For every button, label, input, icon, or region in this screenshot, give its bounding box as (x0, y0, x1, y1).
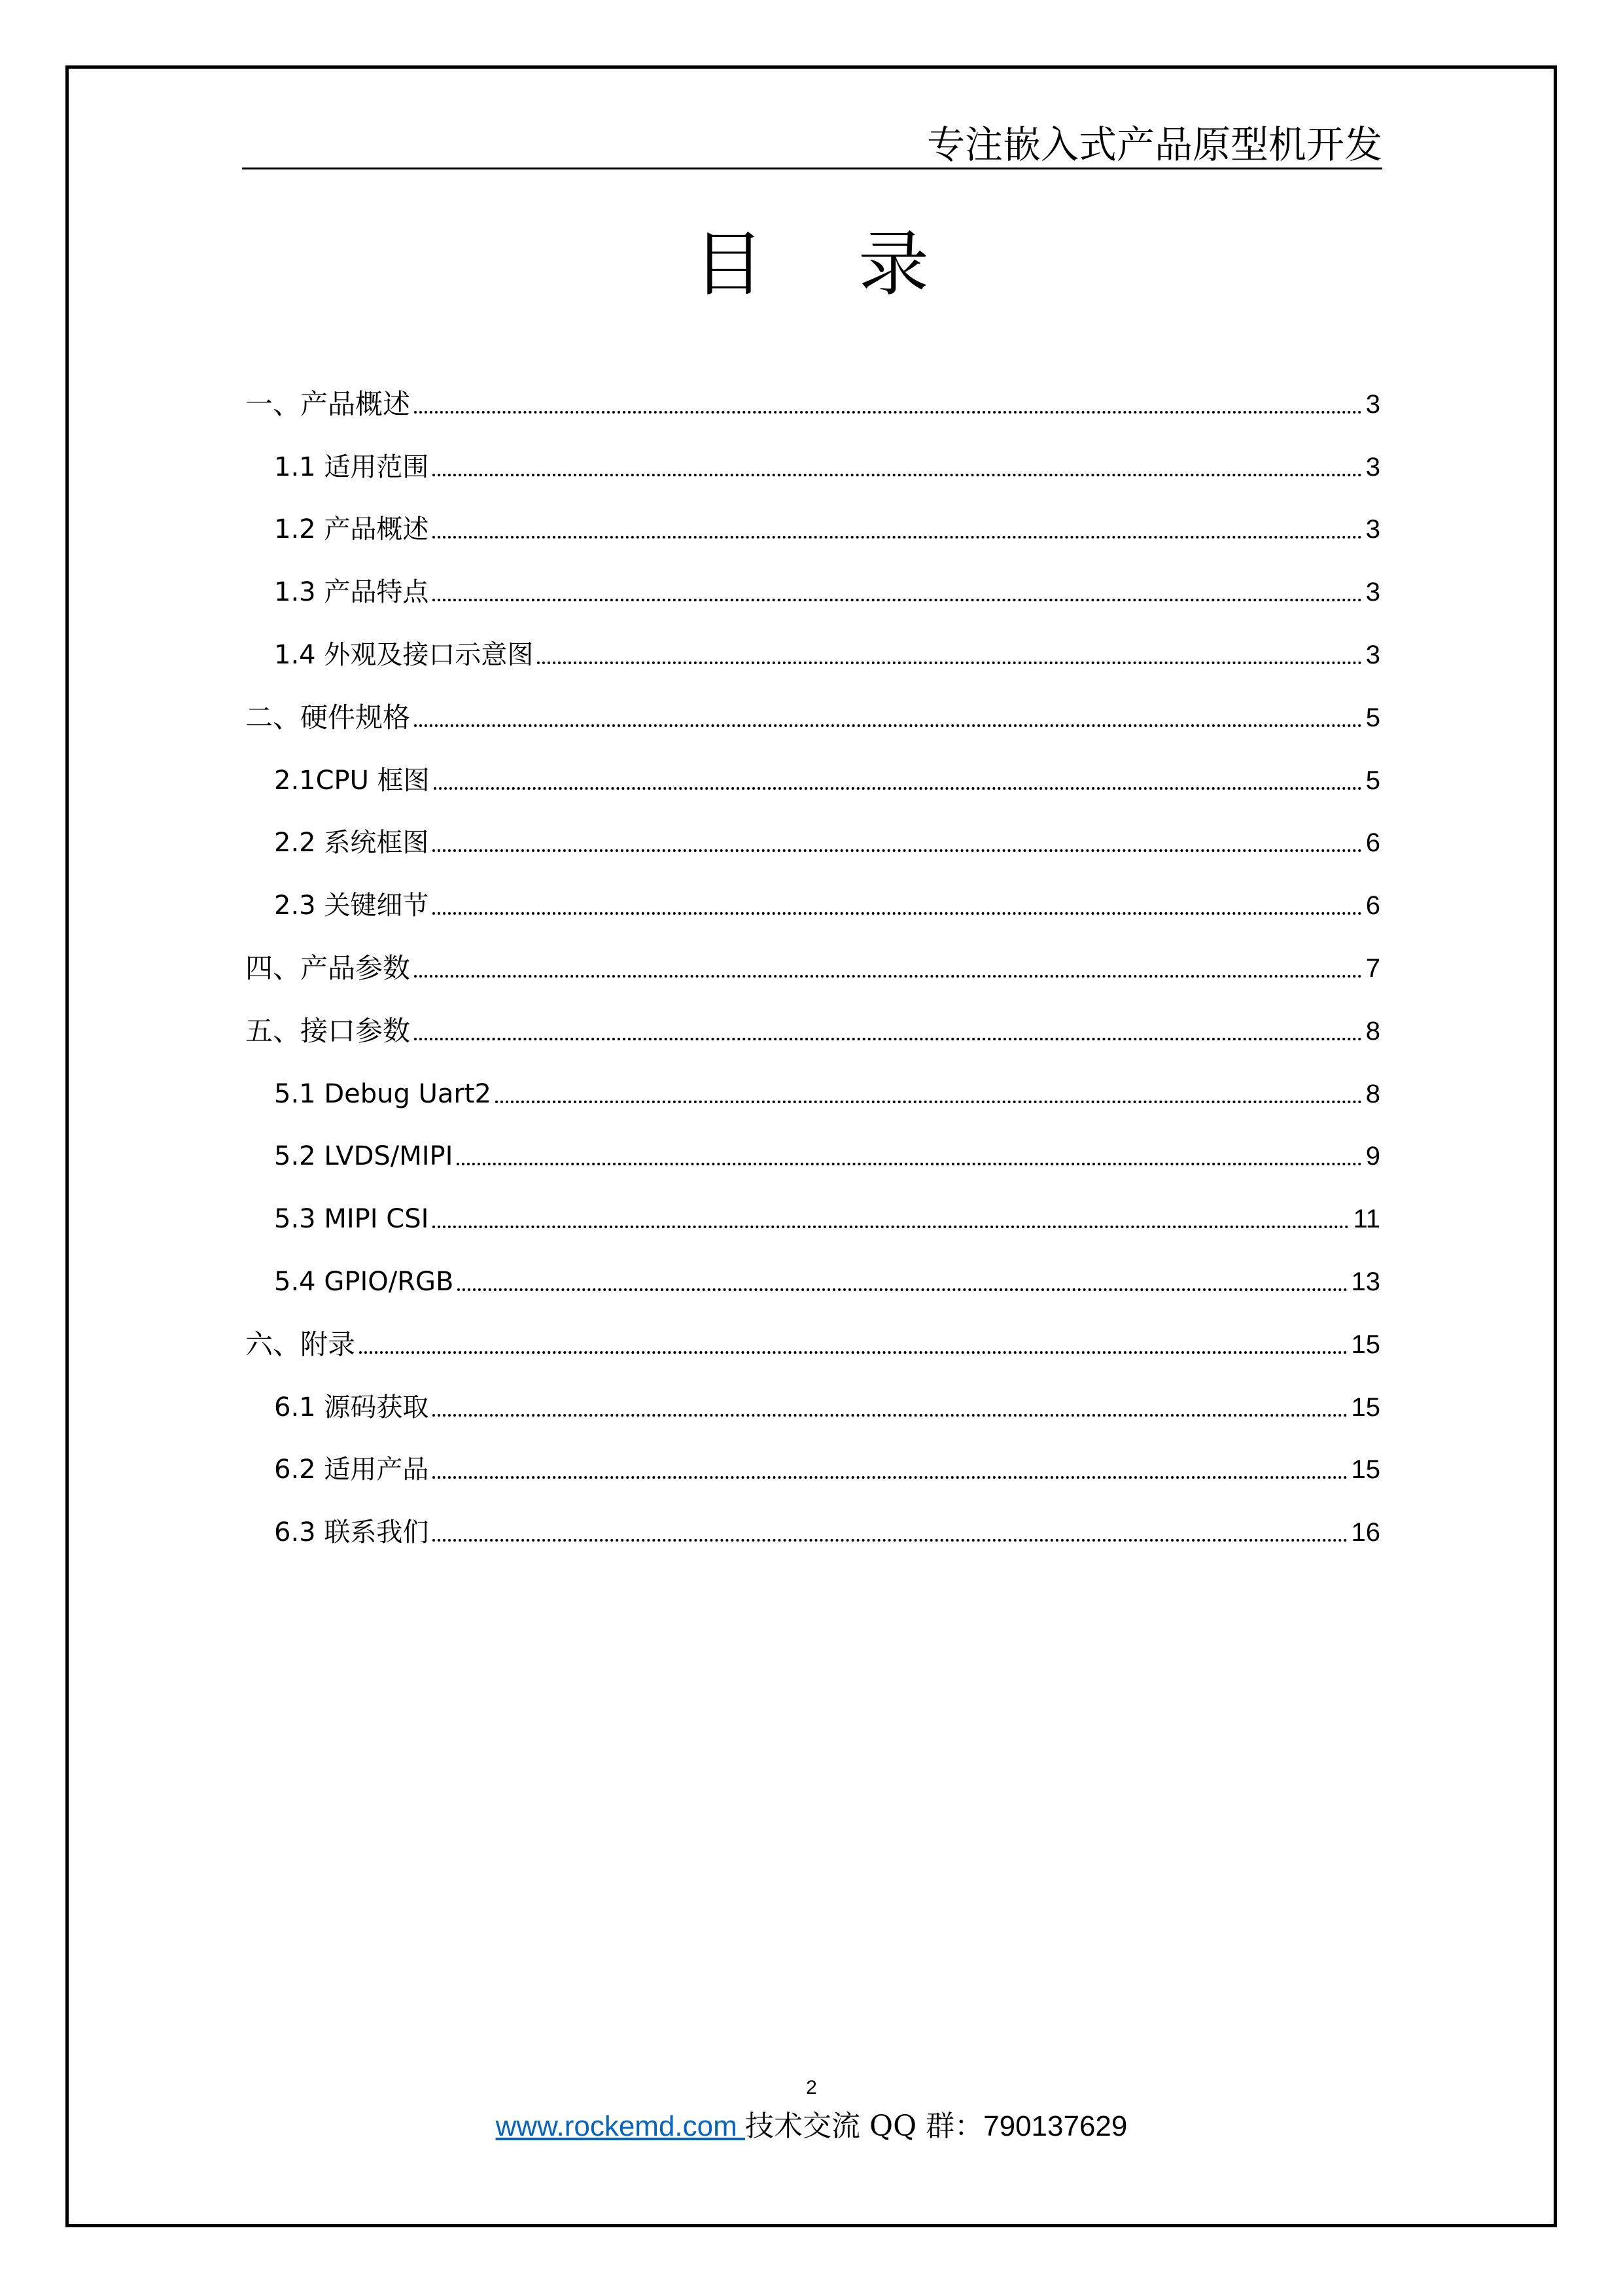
toc-dot-leader (432, 1476, 1347, 1479)
toc-entry-page: 8 (1365, 1079, 1380, 1108)
toc-entry[interactable] (245, 1501, 1380, 1564)
toc-entry-page: 13 (1351, 1267, 1380, 1297)
toc-entry-page: 3 (1365, 389, 1380, 419)
toc-title (693, 222, 929, 308)
toc-dot-leader (359, 1351, 1347, 1354)
toc-entry-label: 6.1 源码获取 (274, 1392, 429, 1422)
toc-entry-page: 15 (1351, 1455, 1380, 1485)
toc-entry[interactable] (245, 624, 1380, 686)
toc-entry[interactable] (245, 1250, 1380, 1313)
toc-dot-leader (414, 1038, 1362, 1040)
toc-entry-label: 六、附录 (245, 1328, 356, 1360)
header-text: 专注嵌入式产品原型机开发 (926, 122, 1382, 167)
toc-entry-label: 二、硬件规格 (245, 701, 411, 733)
toc-entry-label: 五、接口参数 (245, 1014, 411, 1047)
toc-entry[interactable] (245, 561, 1380, 624)
toc-title-char-1: 目 (693, 224, 765, 306)
toc-entry[interactable] (245, 937, 1380, 1000)
toc-entry[interactable] (245, 1125, 1380, 1188)
toc-entry[interactable] (245, 874, 1380, 937)
toc-dot-leader (537, 662, 1361, 664)
toc-entry-label: 四、产品参数 (245, 952, 411, 985)
toc-dot-leader (432, 1226, 1349, 1228)
toc-title-char-2: 录 (858, 224, 929, 306)
toc-entry[interactable] (245, 1063, 1380, 1125)
toc-dot-leader (414, 411, 1362, 414)
toc-entry-page: 6 (1365, 828, 1380, 858)
toc-entry-page: 8 (1365, 1016, 1380, 1046)
toc-entry-label: 1.2 产品概述 (274, 514, 429, 545)
toc-entry-page: 7 (1365, 954, 1380, 983)
toc-entry[interactable] (245, 1376, 1380, 1439)
toc-entry-page: 15 (1351, 1392, 1380, 1422)
table-of-contents (245, 373, 1380, 1564)
toc-entry-label: 5.3 MIPI CSI (274, 1204, 429, 1235)
toc-dot-leader (432, 1539, 1347, 1542)
toc-entry-page: 3 (1365, 452, 1380, 482)
toc-entry-label: 2.2 系统框图 (274, 828, 429, 858)
toc-entry[interactable] (245, 373, 1380, 436)
toc-entry[interactable] (245, 812, 1380, 875)
toc-entry-page: 6 (1365, 891, 1380, 921)
toc-entry[interactable] (245, 1313, 1380, 1376)
toc-entry-label: 2.3 关键细节 (274, 891, 429, 921)
toc-entry-label: 1.3 产品特点 (274, 577, 429, 608)
footer-qq-number: 790137629 (983, 2110, 1128, 2142)
page-header (242, 111, 1382, 169)
toc-entry-page: 3 (1365, 515, 1380, 544)
toc-entry[interactable] (245, 749, 1380, 812)
toc-entry-page: 5 (1365, 703, 1380, 732)
toc-entry-page: 15 (1351, 1330, 1380, 1359)
toc-entry-page: 5 (1365, 766, 1380, 795)
toc-entry-page: 3 (1365, 641, 1380, 670)
toc-entry-label: 5.2 LVDS/MIPI (274, 1141, 453, 1172)
toc-entry[interactable] (245, 1188, 1380, 1250)
toc-entry[interactable] (245, 436, 1380, 499)
footer-page-number: 2 (806, 2077, 817, 2098)
toc-entry-page: 9 (1365, 1142, 1380, 1171)
toc-dot-leader (414, 724, 1362, 727)
toc-entry[interactable] (245, 499, 1380, 561)
toc-entry-page: 16 (1351, 1518, 1380, 1547)
toc-dot-leader (457, 1288, 1347, 1291)
toc-entry-label: 一、产品概述 (245, 387, 411, 420)
toc-entry-page: 3 (1365, 578, 1380, 607)
toc-entry[interactable] (245, 1000, 1380, 1063)
toc-dot-leader (432, 849, 1361, 852)
toc-dot-leader (414, 975, 1362, 978)
toc-entry-label: 6.3 联系我们 (274, 1517, 429, 1548)
toc-entry[interactable] (245, 686, 1380, 749)
toc-dot-leader (495, 1101, 1362, 1103)
footer-qq-label: 技术交流 QQ 群： (745, 2110, 984, 2143)
toc-entry[interactable] (245, 1439, 1380, 1502)
toc-entry-label: 5.1 Debug Uart2 (274, 1078, 491, 1109)
toc-dot-leader (432, 1414, 1347, 1417)
toc-entry-label: 1.1 适用范围 (274, 451, 429, 482)
toc-entry-label: 6.2 适用产品 (274, 1455, 429, 1485)
toc-entry-page: 11 (1353, 1205, 1380, 1234)
footer (0, 2112, 1623, 2141)
toc-dot-leader (432, 474, 1361, 476)
toc-entry-label: 2.1CPU 框图 (274, 765, 430, 796)
toc-dot-leader (457, 1163, 1361, 1165)
toc-dot-leader (432, 912, 1361, 915)
toc-dot-leader (434, 787, 1362, 790)
toc-entry-label: 1.4 外观及接口示意图 (274, 640, 534, 671)
website-link[interactable]: www.rockemd.com (495, 2110, 746, 2142)
toc-entry-label: 5.4 GPIO/RGB (274, 1267, 454, 1298)
toc-dot-leader (432, 536, 1361, 539)
toc-dot-leader (432, 599, 1361, 601)
